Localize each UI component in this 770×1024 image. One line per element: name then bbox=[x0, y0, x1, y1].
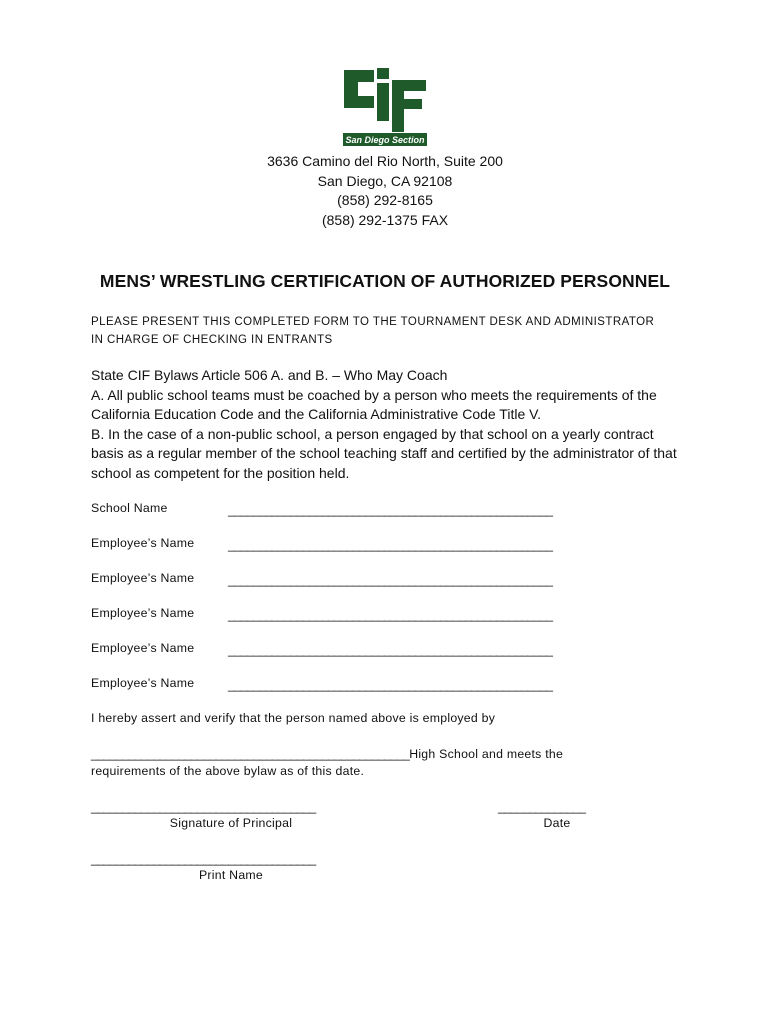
employee-name-field[interactable]: ____________________________________________________ bbox=[228, 643, 553, 657]
bylaw-a-line2: California Education Code and the California Administrative Code Title V. bbox=[91, 406, 542, 422]
bylaw-b-line2: basis as a regular member of the school teaching staff and certified by the administrator of that bbox=[91, 445, 677, 461]
school-name-field[interactable]: ____________________________________________________ bbox=[228, 503, 553, 517]
employee-name-label: Employee’s Name bbox=[91, 641, 195, 655]
principal-signature-field[interactable]: ____________________________________ bbox=[91, 800, 316, 814]
print-name-label: Print Name bbox=[198, 868, 263, 882]
instructions-line1: PLEASE PRESENT THIS COMPLETED FORM TO THE TOURNAMENT DESK AND ADMINISTRATOR bbox=[91, 316, 655, 328]
school-name-label: School Name bbox=[91, 501, 168, 515]
principal-signature-label: Signature of Principal bbox=[169, 816, 293, 830]
employee-name-field[interactable]: ____________________________________________________ bbox=[228, 573, 553, 587]
assertion-line3: requirements of the above bylaw as of this date. bbox=[91, 764, 365, 778]
bylaw-b-line1: B. In the case of a non-public school, a person engaged by that school on a yearly contract bbox=[91, 426, 654, 442]
print-name-field[interactable]: ____________________________________ bbox=[91, 852, 316, 866]
employee-name-label: Employee’s Name bbox=[91, 606, 195, 620]
instructions-line2: IN CHARGE OF CHECKING IN ENTRANTS bbox=[91, 334, 333, 346]
high-school-name-field[interactable]: ___________________________________________________ bbox=[91, 747, 410, 761]
bylaw-a-line1: A. All public school teams must be coached by a person who meets the requirements of the bbox=[91, 387, 657, 403]
employee-name-label: Employee’s Name bbox=[91, 536, 195, 550]
address-line1: 3636 Camino del Rio North, Suite 200 bbox=[267, 153, 503, 169]
address-fax: (858) 292-1375 FAX bbox=[321, 212, 449, 228]
date-field[interactable]: ______________ bbox=[498, 800, 586, 814]
employee-name-label: Employee’s Name bbox=[91, 676, 195, 690]
address-phone: (858) 292-8165 bbox=[337, 192, 433, 208]
employee-name-field[interactable]: ____________________________________________________ bbox=[228, 608, 553, 622]
assertion-suffix: High School and meets the bbox=[409, 747, 564, 761]
employee-name-field[interactable]: ____________________________________________________ bbox=[228, 538, 553, 552]
logo-banner-text: San Diego Section bbox=[345, 135, 425, 145]
cif-logo bbox=[340, 66, 430, 148]
address-line2: San Diego, CA 92108 bbox=[317, 173, 453, 189]
bylaw-b-line3: school as competent for the position held. bbox=[91, 465, 350, 481]
form-title: MENS’ WRESTLING CERTIFICATION OF AUTHORIZED PERSONNEL bbox=[99, 271, 671, 291]
date-label: Date bbox=[543, 816, 571, 830]
assertion-line2 bbox=[91, 745, 563, 763]
employee-name-field[interactable]: ____________________________________________________ bbox=[228, 678, 553, 692]
employee-name-label: Employee’s Name bbox=[91, 571, 195, 585]
bylaw-heading: State CIF Bylaws Article 506 A. and B. – Who May Coach bbox=[91, 367, 448, 383]
assertion-line1: I hereby assert and verify that the person named above is employed by bbox=[91, 711, 496, 725]
